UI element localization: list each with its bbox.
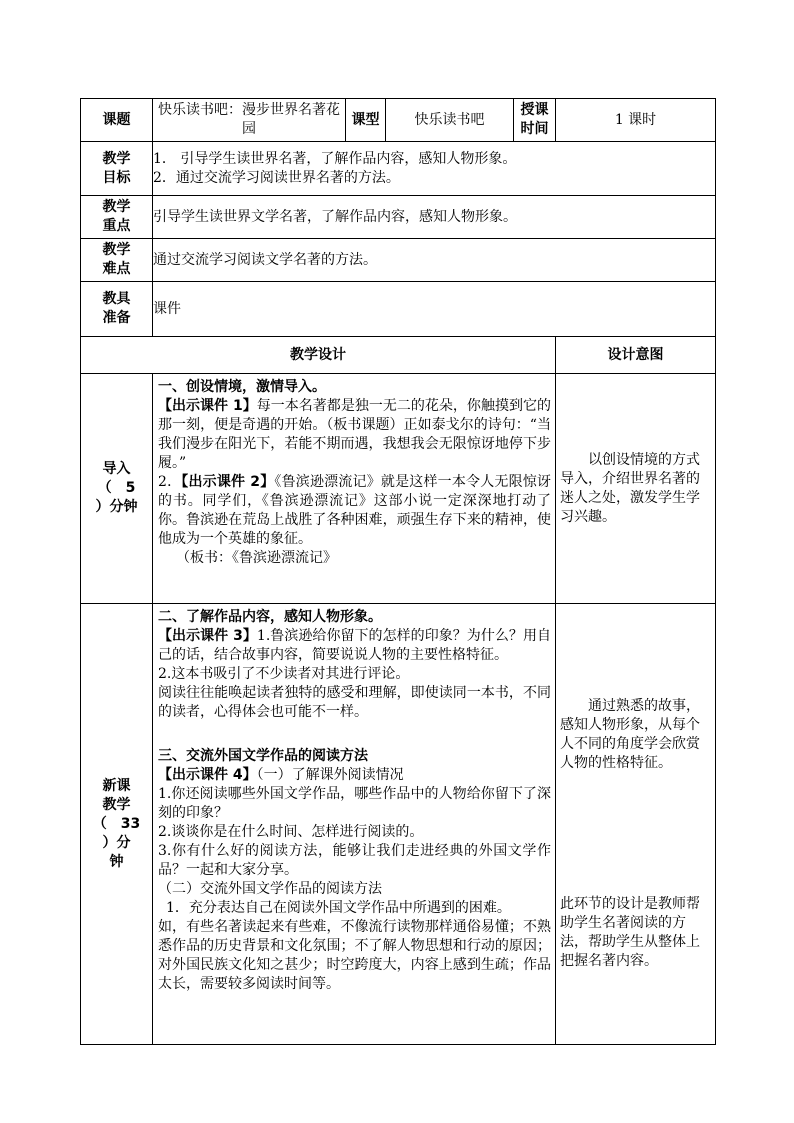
new-lesson-intent-2: 此环节的设计是教师帮助学生名著阅读的方法，帮助学生从整体上把握名著内容。 bbox=[560, 896, 700, 969]
goal-item: 1． 引导学生读世界名著，了解作品内容，感知人物形象。 bbox=[153, 150, 517, 167]
new-lesson-label bbox=[81, 604, 153, 1045]
spacer bbox=[560, 773, 712, 895]
section-2-heading: 二、了解作品内容，感知人物形象。 bbox=[158, 609, 382, 625]
intro-paragraph-2 bbox=[158, 473, 551, 549]
goals-label bbox=[81, 142, 153, 196]
new-lesson-intent-1: 通过熟悉的故事，感知人物形象，从每个人不同的角度学会欣赏人物的性格特征。 bbox=[560, 698, 700, 771]
hours-label-line-2: 时间 bbox=[520, 121, 549, 137]
focus-row bbox=[81, 196, 716, 239]
section-3-question-3: 3.你有什么好的阅读方法，能够让我们走进经典的外国文学作品？一起和大家分享。 bbox=[158, 843, 551, 878]
section-3-question-1: 1.你还阅读哪些外国文学作品，哪些作品中的人物给你留下了深刻的印象？ bbox=[158, 786, 551, 821]
section-2-question-2: 2.这本书吸引了不少读者对其进行评论。 bbox=[158, 666, 410, 682]
difficulty-label-line-1: 教学 bbox=[102, 242, 131, 258]
focus-content: 引导学生读世界文学名著，了解作品内容，感知人物形象。 bbox=[153, 196, 716, 239]
intro-row bbox=[81, 374, 716, 604]
goals-label-line-1: 教学 bbox=[102, 150, 131, 167]
new-lesson-row bbox=[81, 604, 716, 1045]
section-3-sub-1-text: （一）了解课外阅读情况 bbox=[256, 767, 404, 783]
lesson-title-label: 课题 bbox=[81, 99, 153, 142]
design-header-right: 设计意图 bbox=[556, 337, 716, 374]
new-lesson-intent bbox=[556, 604, 716, 1045]
materials-label-line-2: 准备 bbox=[102, 310, 131, 326]
section-2-question-1 bbox=[158, 627, 551, 665]
section-3-sub-2: （二）交流外国文学作品的阅读方法 bbox=[158, 881, 382, 897]
goals-row bbox=[81, 142, 716, 196]
focus-label-line-1: 教学 bbox=[102, 199, 131, 215]
courseware-tag: 【出示课件 1】 bbox=[158, 398, 257, 414]
intro-paragraph-1-text: 每一本名著都是独一无二的花朵，你触摸到它的那一刻，便是奇遇的开始。（板书课题）正如泰戈尔的诗句：“当我们漫步在阳光下，若能不期而遇，我想我会无限惊讶地停下步履。” bbox=[158, 398, 552, 471]
courseware-tag: 【出示课件 3】 bbox=[158, 628, 257, 644]
intro-paragraph-2-number: 2． bbox=[158, 474, 182, 490]
hours-label-line-1: 授课 bbox=[520, 102, 549, 118]
intro-label-line-1: 导入 bbox=[102, 461, 131, 477]
spacer bbox=[560, 608, 712, 697]
lesson-type-label: 课型 bbox=[346, 99, 386, 142]
lesson-hours-label bbox=[514, 99, 556, 142]
focus-label bbox=[81, 196, 153, 239]
difficulty-label bbox=[81, 239, 153, 282]
difficulty-label-line-2: 难点 bbox=[102, 261, 131, 277]
section-3-point-1-detail: 如，有些名著读起来有些难，不像流行读物那样通俗易懂；不熟悉作品的历史背景和文化氛围；不了解人物思想和行动的原因；对外国民族文化知之甚少；时空跨度大，内容上感到生疏；作品太长，需要较多阅读时间等。 bbox=[158, 919, 551, 992]
new-lesson-label-line-2: 教学 bbox=[102, 796, 131, 813]
materials-content: 课件 bbox=[153, 282, 716, 337]
section-3-sub-1 bbox=[158, 766, 551, 785]
header-row bbox=[81, 99, 716, 142]
intro-label-line-2: （ 5 bbox=[97, 480, 136, 496]
new-lesson-label-line-5: 钟 bbox=[109, 853, 124, 870]
lesson-plan-table bbox=[80, 98, 716, 1045]
difficulty-row bbox=[81, 239, 716, 282]
intro-label-line-3: ）分钟 bbox=[95, 499, 138, 515]
materials-label-line-1: 教具 bbox=[102, 291, 131, 307]
goals-label-line-2: 目标 bbox=[102, 169, 131, 186]
lesson-hours-value: 1 课时 bbox=[556, 99, 716, 142]
section-3-point-1: 1．充分表达自己在阅读外国文学作品中所遇到的困难。 bbox=[166, 900, 511, 916]
goal-item: 2．通过交流学习阅读世界名著的方法。 bbox=[153, 169, 400, 186]
difficulty-content: 通过交流学习阅读文学名著的方法。 bbox=[153, 239, 716, 282]
courseware-tag: 【出示课件 2】 bbox=[181, 474, 275, 490]
new-lesson-content bbox=[153, 604, 556, 1045]
section-3-heading: 三、交流外国文学作品的阅读方法 bbox=[158, 748, 368, 764]
section-2-question-1-text: 1.鲁滨逊给你留下的怎样的印象？为什么？用自己的话，结合故事内容，简要说说人物的主要性格特征。 bbox=[158, 628, 551, 663]
lesson-type-value: 快乐读书吧 bbox=[386, 99, 514, 142]
intro-intent bbox=[556, 374, 716, 604]
intro-paragraph-2-text: 《鲁滨逊漂流记》就是这样一本令人无限惊讶的书。同学们，《鲁滨逊漂流记》这部小说一定深深地打动了你。鲁滨逊在荒岛上战胜了各种困难，顽强生存下来的精神，使他成为一个英雄的象征。 bbox=[158, 474, 551, 547]
section-3-question-2: 2.谈谈你是在什么时间、怎样进行阅读的。 bbox=[158, 824, 424, 840]
new-lesson-label-line-3: （ 33 bbox=[92, 815, 141, 832]
intro-board-note: （板书：《鲁滨逊漂流记》 bbox=[176, 550, 337, 566]
section-2-note: 阅读往往能唤起读者独特的感受和理解，即使读同一本书，不同的读者，心得体会也可能不一样。 bbox=[158, 685, 551, 720]
lesson-title: 快乐读书吧：漫步世界名著花园 bbox=[153, 99, 346, 142]
goals-content bbox=[153, 142, 716, 196]
design-header-left: 教学设计 bbox=[81, 337, 556, 374]
courseware-tag: 【出示课件 4】 bbox=[158, 767, 257, 783]
intro-content bbox=[153, 374, 556, 604]
materials-label bbox=[81, 282, 153, 337]
new-lesson-label-line-4: ）分 bbox=[102, 834, 131, 851]
intro-paragraph-1 bbox=[158, 397, 551, 473]
materials-row bbox=[81, 282, 716, 337]
design-header-row bbox=[81, 337, 716, 374]
focus-label-line-2: 重点 bbox=[102, 218, 131, 234]
spacer bbox=[158, 722, 551, 747]
intro-intent-text: 以创设情境的方式导入，介绍世界名著的迷人之处，激发学生学习兴趣。 bbox=[560, 451, 700, 525]
new-lesson-label-line-1: 新课 bbox=[102, 777, 131, 794]
intro-label bbox=[81, 374, 153, 604]
intro-heading: 一、创设情境，激情导入。 bbox=[158, 379, 326, 395]
